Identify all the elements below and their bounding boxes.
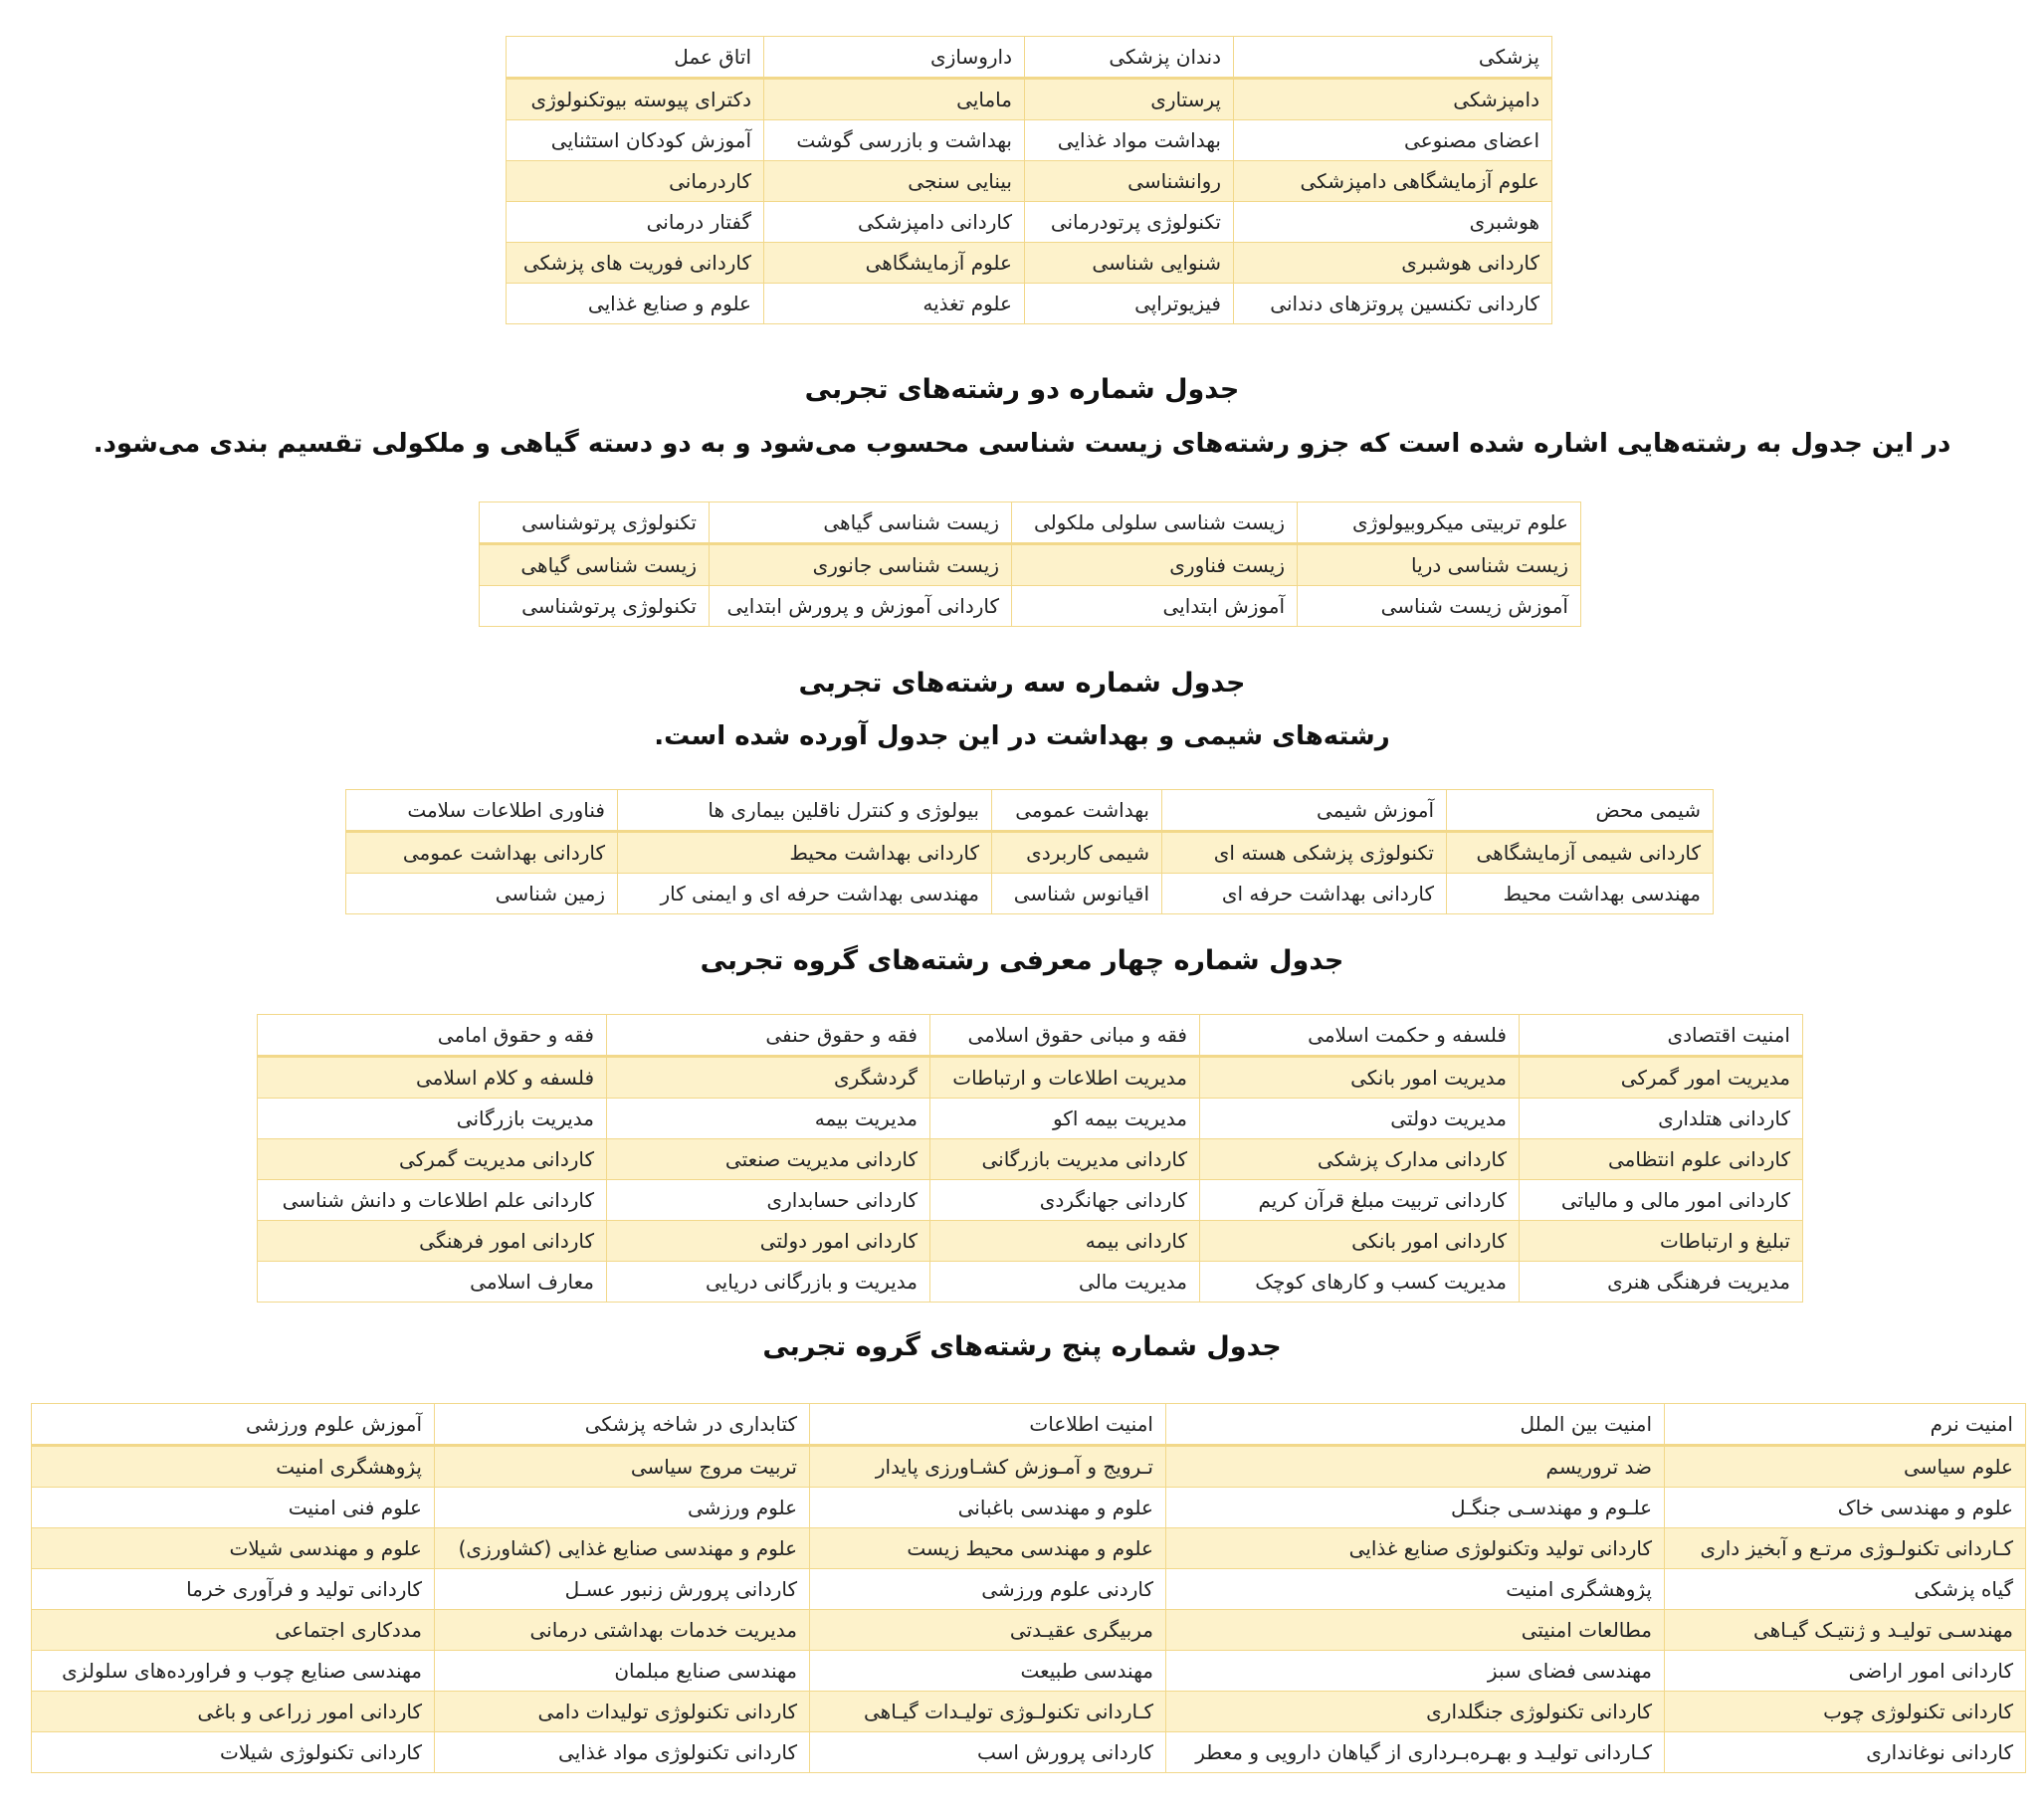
table-cell: علوم تغذیه [764,284,1025,324]
table-cell: مامایی [764,79,1025,120]
table-cell: علوم و مهندسی خاک [1665,1488,2026,1528]
table-cell: علـوم و مهندسـی جنگـل [1166,1488,1665,1528]
table-cell: مدیریت امور بانکی [1200,1057,1520,1099]
table-cell: کاردانی شیمی آزمایشگاهی [1447,832,1714,874]
table-cell: پزشکی [1234,37,1552,79]
table-cell: کاردانی تکنولوژی مواد غذایی [435,1732,810,1773]
table-cell: تبلیغ و ارتباطات [1520,1221,1803,1262]
table-cell: گردشگری [607,1057,930,1099]
table-cell: پرستاری [1025,79,1234,120]
table-cell: کاردانی هتلداری [1520,1099,1803,1139]
table-cell: مدیریت دولتی [1200,1099,1520,1139]
table-biology-fields [479,502,1581,627]
table-cell: کاردانی تکنسین پروتزهای دندانی [1234,284,1552,324]
table-cell: زیست فناوری [1012,544,1298,586]
table-header-row [32,1404,2026,1446]
table-cell: مدیریت اطلاعات و ارتباطات [930,1057,1200,1099]
table-row [32,1569,2026,1610]
table-cell: ضد تروریسم [1166,1446,1665,1488]
table-cell: کاردانی امور مالی و مالیاتی [1520,1180,1803,1221]
table-cell: کاردرمانی [507,161,764,202]
table-cell: هوشبری [1234,202,1552,243]
table-row [32,1528,2026,1569]
table-cell: مدیریت خدمات بهداشتی درمانی [435,1610,810,1651]
table-row [258,1221,1803,1262]
table-cell: گفتار درمانی [507,202,764,243]
table-cell: کاردانی فوریت های پزشکی [507,243,764,284]
table-cell: کاردانی بهداشت محیط [618,832,992,874]
table-row [258,1262,1803,1303]
table-cell: کاردانی تولید وتکنولوژی صنایع غذایی [1166,1528,1665,1569]
table-cell: مدیریت فرهنگی هنری [1520,1262,1803,1303]
table-cell: داروسازی [764,37,1025,79]
table-cell: علوم و مهندسی باغبانی [810,1488,1166,1528]
table-cell: مدیریت بیمه اکو [930,1099,1200,1139]
table-cell: علوم سیاسی [1665,1446,2026,1488]
table-header-row [346,790,1714,832]
table-cell: کاردانی امور فرهنگی [258,1221,607,1262]
table-cell: مهندسی بهداشت محیط [1447,874,1714,914]
table-cell: کاردانی نوغانداری [1665,1732,2026,1773]
table-cell: علوم آزمایشگاهی دامپزشکی [1234,161,1552,202]
table-cell: شیمی کاربردی [992,832,1162,874]
table-cell: کاردانی بهداشت عمومی [346,832,618,874]
table-cell: فقه و حقوق حنفی [607,1015,930,1057]
table-cell: مربیگری عقیـدتی [810,1610,1166,1651]
table-header-row [507,37,1552,79]
table-cell: کاردانی مدارک پزشکی [1200,1139,1520,1180]
table-cell: کاردنی علوم ورزشی [810,1569,1166,1610]
table-field-introduction [257,1014,1803,1303]
table-cell: فناوری اطلاعات سلامت [346,790,618,832]
table-cell: بهداشت و بازرسی گوشت [764,120,1025,161]
table-cell: فلسفه و حکمت اسلامی [1200,1015,1520,1057]
table-cell: زیست شناسی سلولی ملکولی [1012,502,1298,544]
table-cell: زیست شناسی جانوری [710,544,1012,586]
table-cell: اعضای مصنوعی [1234,120,1552,161]
table-cell: دندان پزشکی [1025,37,1234,79]
table-cell: معارف اسلامی [258,1262,607,1303]
table-cell: پژوهشگری امنیت [1166,1569,1665,1610]
table-row [32,1610,2026,1651]
table-cell: مهندسی صنایع مبلمان [435,1651,810,1692]
table-cell: آموزش علوم ورزشی [32,1404,435,1446]
table-row [32,1446,2026,1488]
table-cell: بیولوژی و کنترل ناقلین بیماری ها [618,790,992,832]
table-cell: کاردانی تکنولوژی چوب [1665,1692,2026,1732]
table-cell: کاردانی بهداشت حرفه ای [1162,874,1447,914]
table-row [507,243,1552,284]
table-cell: گیاه پزشکی [1665,1569,2026,1610]
table-cell: مدیریت بیمه [607,1099,930,1139]
table-cell: روانشناسی [1025,161,1234,202]
table-cell: کاردانی آموزش و پرورش ابتدایی [710,586,1012,627]
table-cell: بهداشت مواد غذایی [1025,120,1234,161]
table-cell: کاردانی تربیت مبلغ قرآن کریم [1200,1180,1520,1221]
table-cell: علوم ورزشی [435,1488,810,1528]
table-cell: کاردانی مدیریت صنعتی [607,1139,930,1180]
table-cell: تربیت مروج سیاسی [435,1446,810,1488]
table-row [258,1180,1803,1221]
table-cell: امنیت اطلاعات [810,1404,1166,1446]
table-cell: کاردانی امور دولتی [607,1221,930,1262]
table-cell: مهندسی فضای سبز [1166,1651,1665,1692]
table-cell: زیست شناسی گیاهی [480,544,710,586]
table-cell: کاردانی تکنولوژی شیلات [32,1732,435,1773]
table-cell: کاردانی تولید و فرآوری خرما [32,1569,435,1610]
table-cell: کاردانی تکنولوژی تولیدات دامی [435,1692,810,1732]
table-cell: اتاق عمل [507,37,764,79]
table-chemistry-health-fields [345,789,1714,914]
table-cell: مدیریت و بازرگانی دریایی [607,1262,930,1303]
table-cell: کاردانی امور بانکی [1200,1221,1520,1262]
table-cell: آموزش شیمی [1162,790,1447,832]
table-row [480,586,1581,627]
table-cell: شیمی محض [1447,790,1714,832]
table-cell: تکنولوژی پرتوشناسی [480,502,710,544]
table-cell: مدیریت امور گمرکی [1520,1057,1803,1099]
table-row [480,544,1581,586]
table-row [258,1139,1803,1180]
table-cell: بهداشت عمومی [992,790,1162,832]
table-cell: مدیریت کسب و کارهای کوچک [1200,1262,1520,1303]
table-row [507,284,1552,324]
table-cell: تکنولوژی پرتوشناسی [480,586,710,627]
table-cell: علوم آزمایشگاهی [764,243,1025,284]
section2-description: در این جدول به رشته‌هایی اشاره شده است که جزو رشته‌های زیست شناسی محسوب می‌شود و به دو دسته گیاهی و ملکولی تقسیم بندی می‌شود. [93,429,1951,459]
table-row [346,874,1714,914]
table-cell: علوم و مهندسی شیلات [32,1528,435,1569]
table-medical-fields [506,36,1552,324]
table-experimental-group-fields [31,1403,2026,1773]
table-cell: کاردانی علم اطلاعات و دانش شناسی [258,1180,607,1221]
table-cell: مهندسی صنایع چوب و فراورده‌های سلولزی [32,1651,435,1692]
table-row [32,1692,2026,1732]
table-cell: مدیریت مالی [930,1262,1200,1303]
table-cell: کاردانی امور زراعی و باغی [32,1692,435,1732]
section2-title: جدول شماره دو رشته‌های تجربی [804,374,1240,405]
table-cell: کاردانی دامپزشکی [764,202,1025,243]
table-cell: اقیانوس شناسی [992,874,1162,914]
table-cell: مهندسی بهداشت حرفه ای و ایمنی کار [618,874,992,914]
table-cell: امنیت بین الملل [1166,1404,1665,1446]
table-cell: کاردانی مدیریت گمرکی [258,1139,607,1180]
table-cell: مدیریت بازرگانی [258,1099,607,1139]
table-cell: مهندسـی تولیـد و ژنتیـک گیـاهی [1665,1610,2026,1651]
table-cell: علوم فنی امنیت [32,1488,435,1528]
table-cell: زمین شناسی [346,874,618,914]
table-cell: فلسفه و کلام اسلامی [258,1057,607,1099]
section3-title: جدول شماره سه رشته‌های تجربی [798,668,1246,699]
section3-description: رشته‌های شیمی و بهداشت در این جدول آورده شده است. [654,721,1390,751]
table-cell: آموزش کودکان استثنایی [507,120,764,161]
table-cell: زیست شناسی دریا [1298,544,1581,586]
table-row [507,202,1552,243]
table-cell: تکنولوژی پزشکی هسته ای [1162,832,1447,874]
table-cell: امنیت اقتصادی [1520,1015,1803,1057]
table-row [258,1099,1803,1139]
table-cell: کاردانی حسابداری [607,1180,930,1221]
table-cell: فقه و حقوق امامی [258,1015,607,1057]
table-cell: کاردانی هوشبری [1234,243,1552,284]
table-cell: مددکاری اجتماعی [32,1610,435,1651]
table-row [32,1488,2026,1528]
table-cell: پژوهشگری امنیت [32,1446,435,1488]
table-cell: کاردانی امور اراضی [1665,1651,2026,1692]
table-cell: مهندسی طبیعت [810,1651,1166,1692]
table-cell: تکنولوژی پرتودرمانی [1025,202,1234,243]
table-cell: کاردانی تکنولوژی جنگلداری [1166,1692,1665,1732]
table-cell: کـاردانی تکنولـوژی تولیـدات گیـاهی [810,1692,1166,1732]
table-cell: تـرویج و آمـوزش کشـاورزی پایدار [810,1446,1166,1488]
table-row [507,161,1552,202]
table-cell: کـاردانی تکنولـوژی مرتـع و آبخیز داری [1665,1528,2026,1569]
table-cell: دامپزشکی [1234,79,1552,120]
table-cell: کاردانی پرورش اسب [810,1732,1166,1773]
table-cell: مطالعات امنیتی [1166,1610,1665,1651]
table-cell: زیست شناسی گیاهی [710,502,1012,544]
section4-title: جدول شماره چهار معرفی رشته‌های گروه تجربی [700,945,1344,976]
table-cell: کاردانی جهانگردی [930,1180,1200,1221]
table-cell: فیزیوتراپی [1025,284,1234,324]
table-cell: شنوایی شناسی [1025,243,1234,284]
table-cell: علوم و مهندسی صنایع غذایی (کشاورزی) [435,1528,810,1569]
table-cell: کاردانی پرورش زنبور عسـل [435,1569,810,1610]
table-row [32,1732,2026,1773]
table-cell: کـاردانی تولیـد و بهـره‌بـرداری از گیاهان دارویی و معطر [1166,1732,1665,1773]
table-cell: بینایی سنجی [764,161,1025,202]
table-cell: کاردانی مدیریت بازرگانی [930,1139,1200,1180]
table-row [507,120,1552,161]
table-row [258,1057,1803,1099]
table-cell: آموزش ابتدایی [1012,586,1298,627]
table-header-row [258,1015,1803,1057]
table-row [507,79,1552,120]
table-cell: فقه و مبانی حقوق اسلامی [930,1015,1200,1057]
table-cell: دکترای پیوسته بیوتکنولوژی [507,79,764,120]
table-cell: علوم و صنایع غذایی [507,284,764,324]
table-cell: کاردانی بیمه [930,1221,1200,1262]
table-row [32,1651,2026,1692]
table-header-row [480,502,1581,544]
table-cell: علوم تربیتی میکروبیولوژی [1298,502,1581,544]
table-cell: امنیت نرم [1665,1404,2026,1446]
table-cell: کتابداری در شاخه پزشکی [435,1404,810,1446]
section5-title: جدول شماره پنج رشته‌های گروه تجربی [762,1331,1282,1362]
table-cell: آموزش زیست شناسی [1298,586,1581,627]
table-cell: کاردانی علوم انتظامی [1520,1139,1803,1180]
table-cell: علوم و مهندسی محیط زیست [810,1528,1166,1569]
table-row [346,832,1714,874]
